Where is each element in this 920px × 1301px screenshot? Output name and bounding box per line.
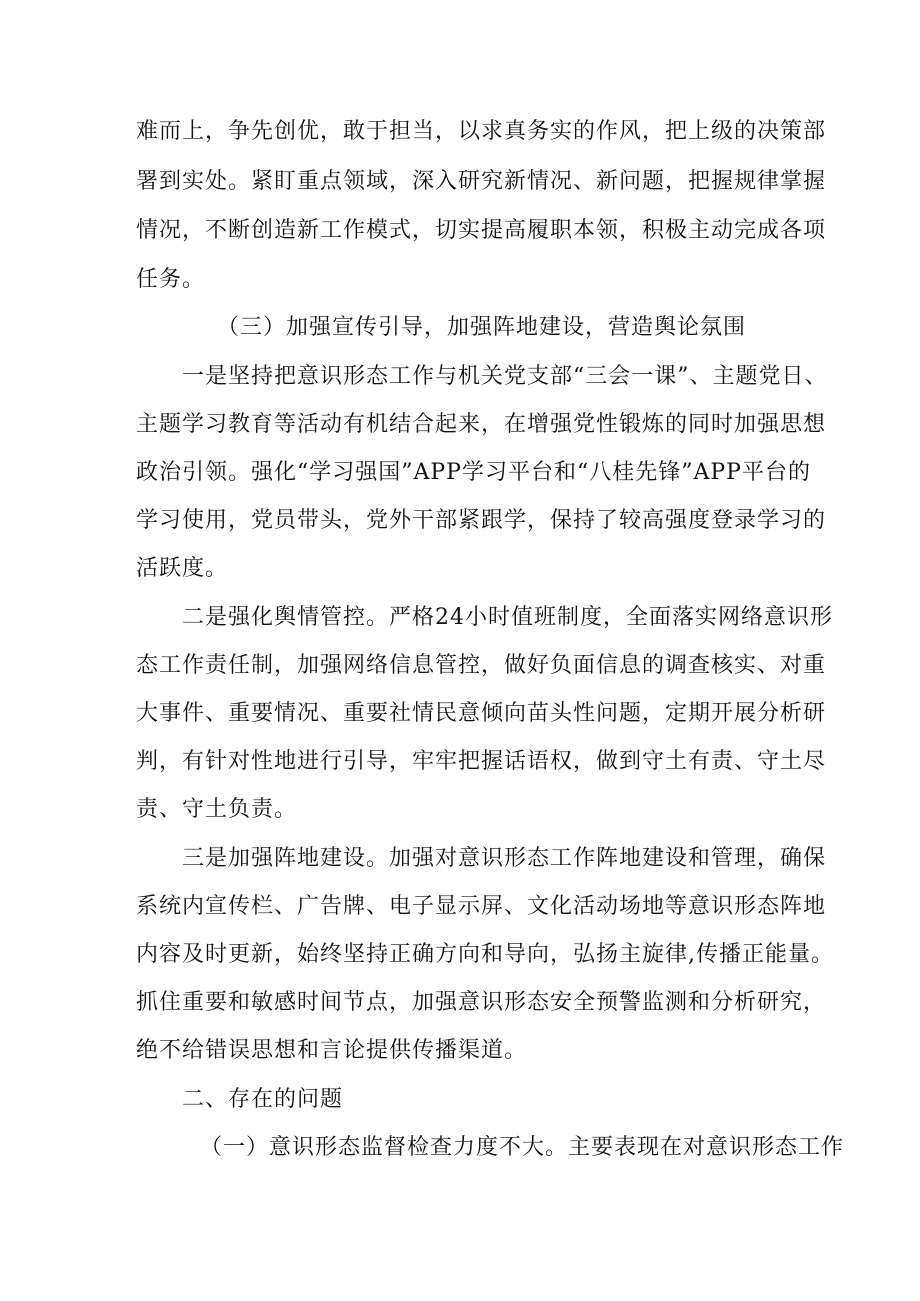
text-line: 难而上，争先创优，敢于担当，以求真务实的作风，把上级的决策部 — [136, 119, 827, 144]
text-line: 绝不给错误思想和言论提供传播渠道。 — [136, 1038, 528, 1063]
text-line: 任务。 — [136, 267, 206, 292]
text-line: 二是强化舆情管控。严格24小时值班制度，全面落实网络意识形 — [182, 605, 833, 630]
text-line: 活跃度。 — [136, 556, 229, 581]
text-line: 抓住重要和敏感时间节点，加强意识形态安全预警监测和分析研究， — [136, 990, 827, 1015]
text-line: 一是坚持把意识形态工作与机关党支部“三会一课”、主题党日、 — [182, 364, 828, 389]
text-line: 判，有针对性地进行引导，牢牢把握话语权，做到守土有责、守土尽 — [136, 749, 827, 774]
text-line: 责、守土负责。 — [136, 797, 298, 822]
text-line: 情况，不断创造新工作模式，切实提高履职本领，积极主动完成各项 — [136, 218, 827, 243]
section-heading: 二、存在的问题 — [182, 1087, 344, 1112]
text-line: （一）意识形态监督检查力度不大。主要表现在对意识形态工作 — [200, 1135, 845, 1160]
text-line: 学习使用，党员带头，党外干部紧跟学，保持了较高强度登录学习的 — [136, 508, 827, 533]
text-line: 大事件、重要情况、重要社情民意倾向苗头性问题，定期开展分析研 — [136, 701, 827, 726]
text-line: 系统内宣传栏、广告牌、电子显示屏、文化活动场地等意识形态阵地 — [136, 894, 827, 919]
text-line: 政治引领。强化“学习强国”APP学习平台和“八桂先锋”APP平台的 — [136, 460, 811, 485]
text-line: 内容及时更新，始终坚持正确方向和导向，弘扬主旋律,传播正能量。 — [136, 942, 834, 967]
text-line: 三是加强阵地建设。加强对意识形态工作阵地建设和管理，确保 — [182, 846, 827, 871]
text-line: 署到实处。紧盯重点领域，深入研究新情况、新问题，把握规律掌握 — [136, 169, 827, 194]
text-line: 态工作责任制，加强网络信息管控，做好负面信息的调查核实、对重 — [136, 653, 827, 678]
section-heading: （三）加强宣传引导，加强阵地建设，营造舆论氛围 — [217, 315, 747, 340]
text-line: 主题学习教育等活动有机结合起来，在增强党性锻炼的同时加强思想 — [136, 412, 827, 437]
